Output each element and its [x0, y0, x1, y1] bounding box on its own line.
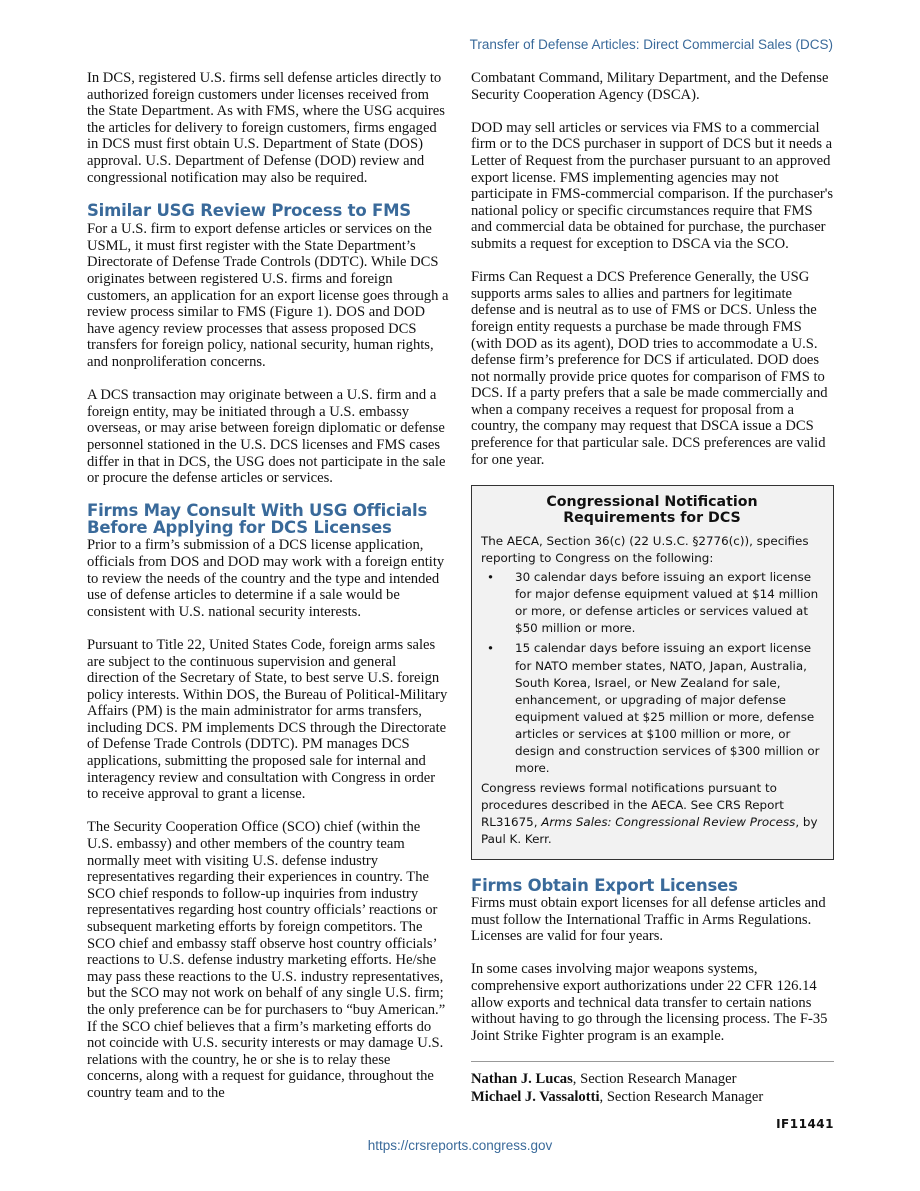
- left-column: [87, 70, 449, 1102]
- heading-export-licenses: Firms Obtain Export Licenses: [471, 875, 738, 895]
- author-role: , Section Research Manager: [599, 1089, 764, 1106]
- box-reference: [481, 780, 823, 848]
- intro-paragraph: In DCS, registered U.S. firms sell defense articles directly to authorized foreign customers under licenses received from the State Department. As with FMS, where the USG acquires the articles for delivery to foreign customers, firms engaged in DCS must first obtain U.S. Department of State (DOS) approval. U.S. Department of Defense (DOD) review and congressional notification may also be required.: [87, 70, 445, 186]
- document-id: IF11441: [776, 1117, 834, 1132]
- dod-paragraph: DOD may sell articles or services via FMS to a commercial firm or to the DCS purchaser in support of DCS but it needs a Letter of Request from the purchaser pursuant to an approved export license. FMS implementing agencies may not participate in FMS-commercial comparison. If the purchaser's national policy or specific circumstances require that FMS and commercial data be obtained for purchase, the purchaser submits a request for exception to DSCA via the SCO.: [471, 119, 834, 252]
- box-intro: The AECA, Section 36(c) (22 U.S.C. §2776(c)), specifies reporting to Congress on the following:: [481, 533, 809, 565]
- author-line: [471, 1088, 834, 1106]
- box-title: Congressional Notification Requirements for DCS: [546, 493, 758, 527]
- heading-consult: Firms May Consult With USG Officials Before Applying for DCS Licenses: [87, 501, 428, 537]
- author-divider: [471, 1061, 834, 1062]
- continued-paragraph: Combatant Command, Military Department, and the Defense Security Cooperation Agency (DSCA).: [471, 70, 829, 103]
- list-item: [481, 569, 823, 637]
- author-name: Nathan J. Lucas: [471, 1070, 573, 1087]
- author-role: , Section Research Manager: [572, 1070, 737, 1087]
- author-line: [471, 1070, 834, 1088]
- list-item: [481, 640, 823, 777]
- list-item-text: 15 calendar days before issuing an export license for NATO member states, NATO, Japan, Australia, South Korea, Israel, or New Zealand for sale, enhancement, or upgrading of major defense equipment valued at $25 million or more, defense articles or services at $100 million or more, or design and construction services of $300 million or more.: [515, 641, 820, 776]
- reference-author: , by Paul K. Kerr.: [481, 815, 818, 847]
- review-paragraph-1: For a U.S. firm to export defense articles or services on the USML, it must first register with the State Department’s Directorate of Defense Trade Controls (DDTC). While DCS originates between registered U.S. firms and foreign customers, an application for an export license goes through a review process similar to FMS (Figure 1). DOS and DOD have agency review processes that assess proposed DCS transfers for foreign policy, national security, human rights, and nonproliferation concerns.: [87, 221, 449, 370]
- notification-requirements-box: [471, 485, 834, 860]
- preference-paragraph: Firms Can Request a DCS Preference Generally, the USG supports arms sales to allies and partners for legitimate defense and is neutral as to use of FMS or DCS. Unless the foreign entity requests a purchase be made through FMS (with DOD as its agent), DOD tries to accommodate a U.S. defense firm’s preference for DCS if articulated. DOD does not normally provide price quotes for comparison of FMS to DCS. If a party prefers that a sale be made commercially and when a company receives a request for proposal from a country, the company may request that DSCA issue a DCS preference for that particular sale. DCS preferences are valid for one year.: [471, 269, 828, 468]
- box-list: [481, 569, 823, 777]
- running-header: Transfer of Defense Articles: Direct Commercial Sales (DCS): [469, 37, 833, 52]
- bullet-icon: •: [487, 641, 495, 656]
- export-paragraph-1: Firms must obtain export licenses for all defense articles and must follow the International Traffic in Arms Regulations. Licenses are valid for four years.: [471, 895, 826, 945]
- right-column: [471, 70, 834, 1133]
- consult-paragraph-3: The Security Cooperation Office (SCO) chief (within the U.S. embassy) and other members of the country team normally meet with visiting U.S. defense industry representatives regarding their experiences in country. The SCO chief responds to follow-up inquiries from industry representatives regarding host country officials’ reactions or subsequent marketing efforts by foreign competitors. The SCO chief and embassy staff observe host country officials’ reactions to U.S. defense industry marketing efforts. He/she may pass these reactions to the U.S. industry representatives, but the SCO may not work on behalf of any single U.S. firm; the only preference can be for purchasers to “buy American.” If the SCO chief believes that a firm’s marketing efforts do not coincide with U.S. security interests or may damage U.S. relations with the country, he or she is to relay these concerns, along with a request for guidance, throughout the country team and to the: [87, 819, 446, 1101]
- review-paragraph-2: A DCS transaction may originate between a U.S. firm and a foreign entity, may be initiated through a U.S. embassy overseas, or may arise between foreign diplomatic or defense personnel stationed in the U.S. DCS licenses and FMS cases differ in that in DCS, the USG does not participate in the sale or procure the defense articles or services.: [87, 387, 446, 487]
- bullet-icon: •: [487, 570, 495, 585]
- export-paragraph-2: In some cases involving major weapons systems, comprehensive export authorizations under 22 CFR 126.14 allow exports and technical data transfer to certain nations without having to go through the licensing process. The F-35 Joint Strike Fighter program is an example.: [471, 961, 828, 1044]
- reference-report-title: Arms Sales: Congressional Review Process: [541, 815, 796, 830]
- list-item-text: 30 calendar days before issuing an export license for major defense equipment valued at $14 million or more, or defense articles or services valued at $50 million or more.: [515, 570, 819, 636]
- consult-paragraph-2: Pursuant to Title 22, United States Code, foreign arms sales are subject to the continuous supervision and general direction of the Secretary of State, to best serve U.S. foreign policy interests. Within DOS, the Bureau of Political-Military Affairs (PM) is the main administrator for arms transfers, including DCS. PM implements DCS through the Directorate of Defense Trade Controls (DDTC). PM manages DCS applications, submitting the proposed sale for internal and interagency review and consultation with Congress in order to receive approval to grant a license.: [87, 636, 448, 803]
- heading-review-process: Similar USG Review Process to FMS: [87, 200, 411, 220]
- footer-url[interactable]: https://crsreports.congress.gov: [367, 1138, 553, 1153]
- author-name: Michael J. Vassalotti: [471, 1089, 600, 1106]
- consult-paragraph-1: Prior to a firm’s submission of a DCS license application, officials from DOS and DOD may work with a foreign entity to review the needs of the country and the type and intended use of defense articles to determine if a sale would be consistent with U.S. national security interests.: [87, 537, 445, 620]
- reference-text: Congress reviews formal notifications pursuant to procedures described in the AECA. See CRS Report RL31675,: [481, 781, 784, 830]
